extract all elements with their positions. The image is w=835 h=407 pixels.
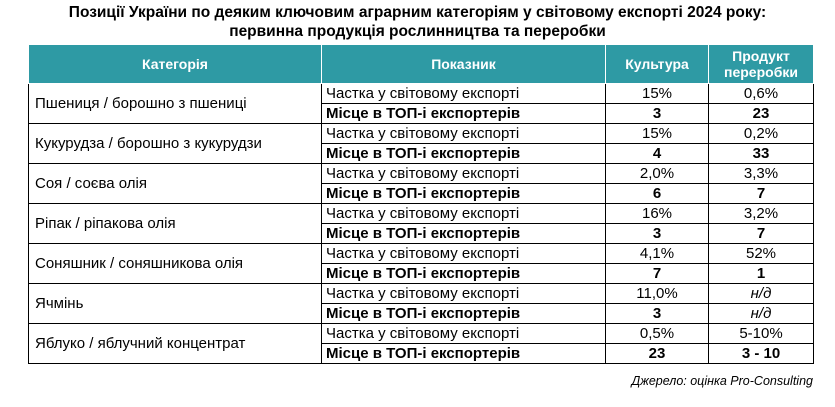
share-processed: 5-10%	[709, 324, 814, 344]
header-crop: Культура	[606, 45, 709, 84]
header-indicator: Показник	[322, 45, 606, 84]
share-label: Частка у світовому експорті	[322, 84, 606, 104]
rank-label: Місце в ТОП-і експортерів	[322, 224, 606, 244]
share-crop: 11,0%	[606, 284, 709, 304]
rank-crop: 3	[606, 104, 709, 124]
share-crop: 16%	[606, 204, 709, 224]
source-note: Джерело: оцінка Pro-Consulting	[631, 374, 813, 388]
share-processed: 3,2%	[709, 204, 814, 224]
share-processed: 0,6%	[709, 84, 814, 104]
share-processed: 3,3%	[709, 164, 814, 184]
rank-processed: 7	[709, 184, 814, 204]
header-processed-line-1: Продукт	[732, 48, 790, 64]
rank-processed: 33	[709, 144, 814, 164]
table-row	[29, 204, 814, 224]
share-processed: 0,2%	[709, 124, 814, 144]
share-crop: 15%	[606, 124, 709, 144]
table-row	[29, 284, 814, 304]
rank-label: Місце в ТОП-і експортерів	[322, 344, 606, 364]
rank-label: Місце в ТОП-і експортерів	[322, 104, 606, 124]
category-cell: Ріпак / ріпакова олія	[29, 204, 322, 244]
share-label: Частка у світовому експорті	[322, 204, 606, 224]
rank-crop: 3	[606, 304, 709, 324]
category-cell: Соя / соєва олія	[29, 164, 322, 204]
share-crop: 0,5%	[606, 324, 709, 344]
table-row	[29, 164, 814, 184]
title-line-2: первинна продукція рослинництва та переробки	[229, 23, 606, 40]
page-title	[0, 3, 835, 41]
rank-processed: н/д	[709, 304, 814, 324]
category-cell: Кукурудза / борошно з кукурудзи	[29, 124, 322, 164]
table-row	[29, 84, 814, 104]
share-crop: 15%	[606, 84, 709, 104]
rank-crop: 7	[606, 264, 709, 284]
share-crop: 4,1%	[606, 244, 709, 264]
rank-processed: 3 - 10	[709, 344, 814, 364]
category-cell: Соняшник / соняшникова олія	[29, 244, 322, 284]
rank-crop: 4	[606, 144, 709, 164]
rank-processed: 23	[709, 104, 814, 124]
table-row	[29, 324, 814, 344]
share-label: Частка у світовому експорті	[322, 164, 606, 184]
rank-label: Місце в ТОП-і експортерів	[322, 304, 606, 324]
rank-label: Місце в ТОП-і експортерів	[322, 264, 606, 284]
share-processed: 52%	[709, 244, 814, 264]
share-label: Частка у світовому експорті	[322, 244, 606, 264]
category-cell: Пшениця / борошно з пшениці	[29, 84, 322, 124]
rank-crop: 6	[606, 184, 709, 204]
rank-label: Місце в ТОП-і експортерів	[322, 144, 606, 164]
share-label: Частка у світовому експорті	[322, 124, 606, 144]
category-cell: Яблуко / яблучний концентрат	[29, 324, 322, 364]
share-label: Частка у світовому експорті	[322, 284, 606, 304]
rank-processed: 7	[709, 224, 814, 244]
share-processed: н/д	[709, 284, 814, 304]
rank-processed: 1	[709, 264, 814, 284]
table-header-row	[29, 45, 814, 84]
header-category: Категорія	[29, 45, 322, 84]
table-row	[29, 124, 814, 144]
title-line-1: Позиції України по деяким ключовим аграрним категоріям у світовому експорті 2024 року:	[68, 4, 767, 21]
rank-crop: 23	[606, 344, 709, 364]
header-processed-line-2: переробки	[724, 64, 798, 80]
rank-label: Місце в ТОП-і експортерів	[322, 184, 606, 204]
rank-crop: 3	[606, 224, 709, 244]
share-crop: 2,0%	[606, 164, 709, 184]
table-row	[29, 244, 814, 264]
export-table	[28, 44, 814, 364]
share-label: Частка у світовому експорті	[322, 324, 606, 344]
header-processed	[709, 45, 814, 84]
category-cell: Ячмінь	[29, 284, 322, 324]
